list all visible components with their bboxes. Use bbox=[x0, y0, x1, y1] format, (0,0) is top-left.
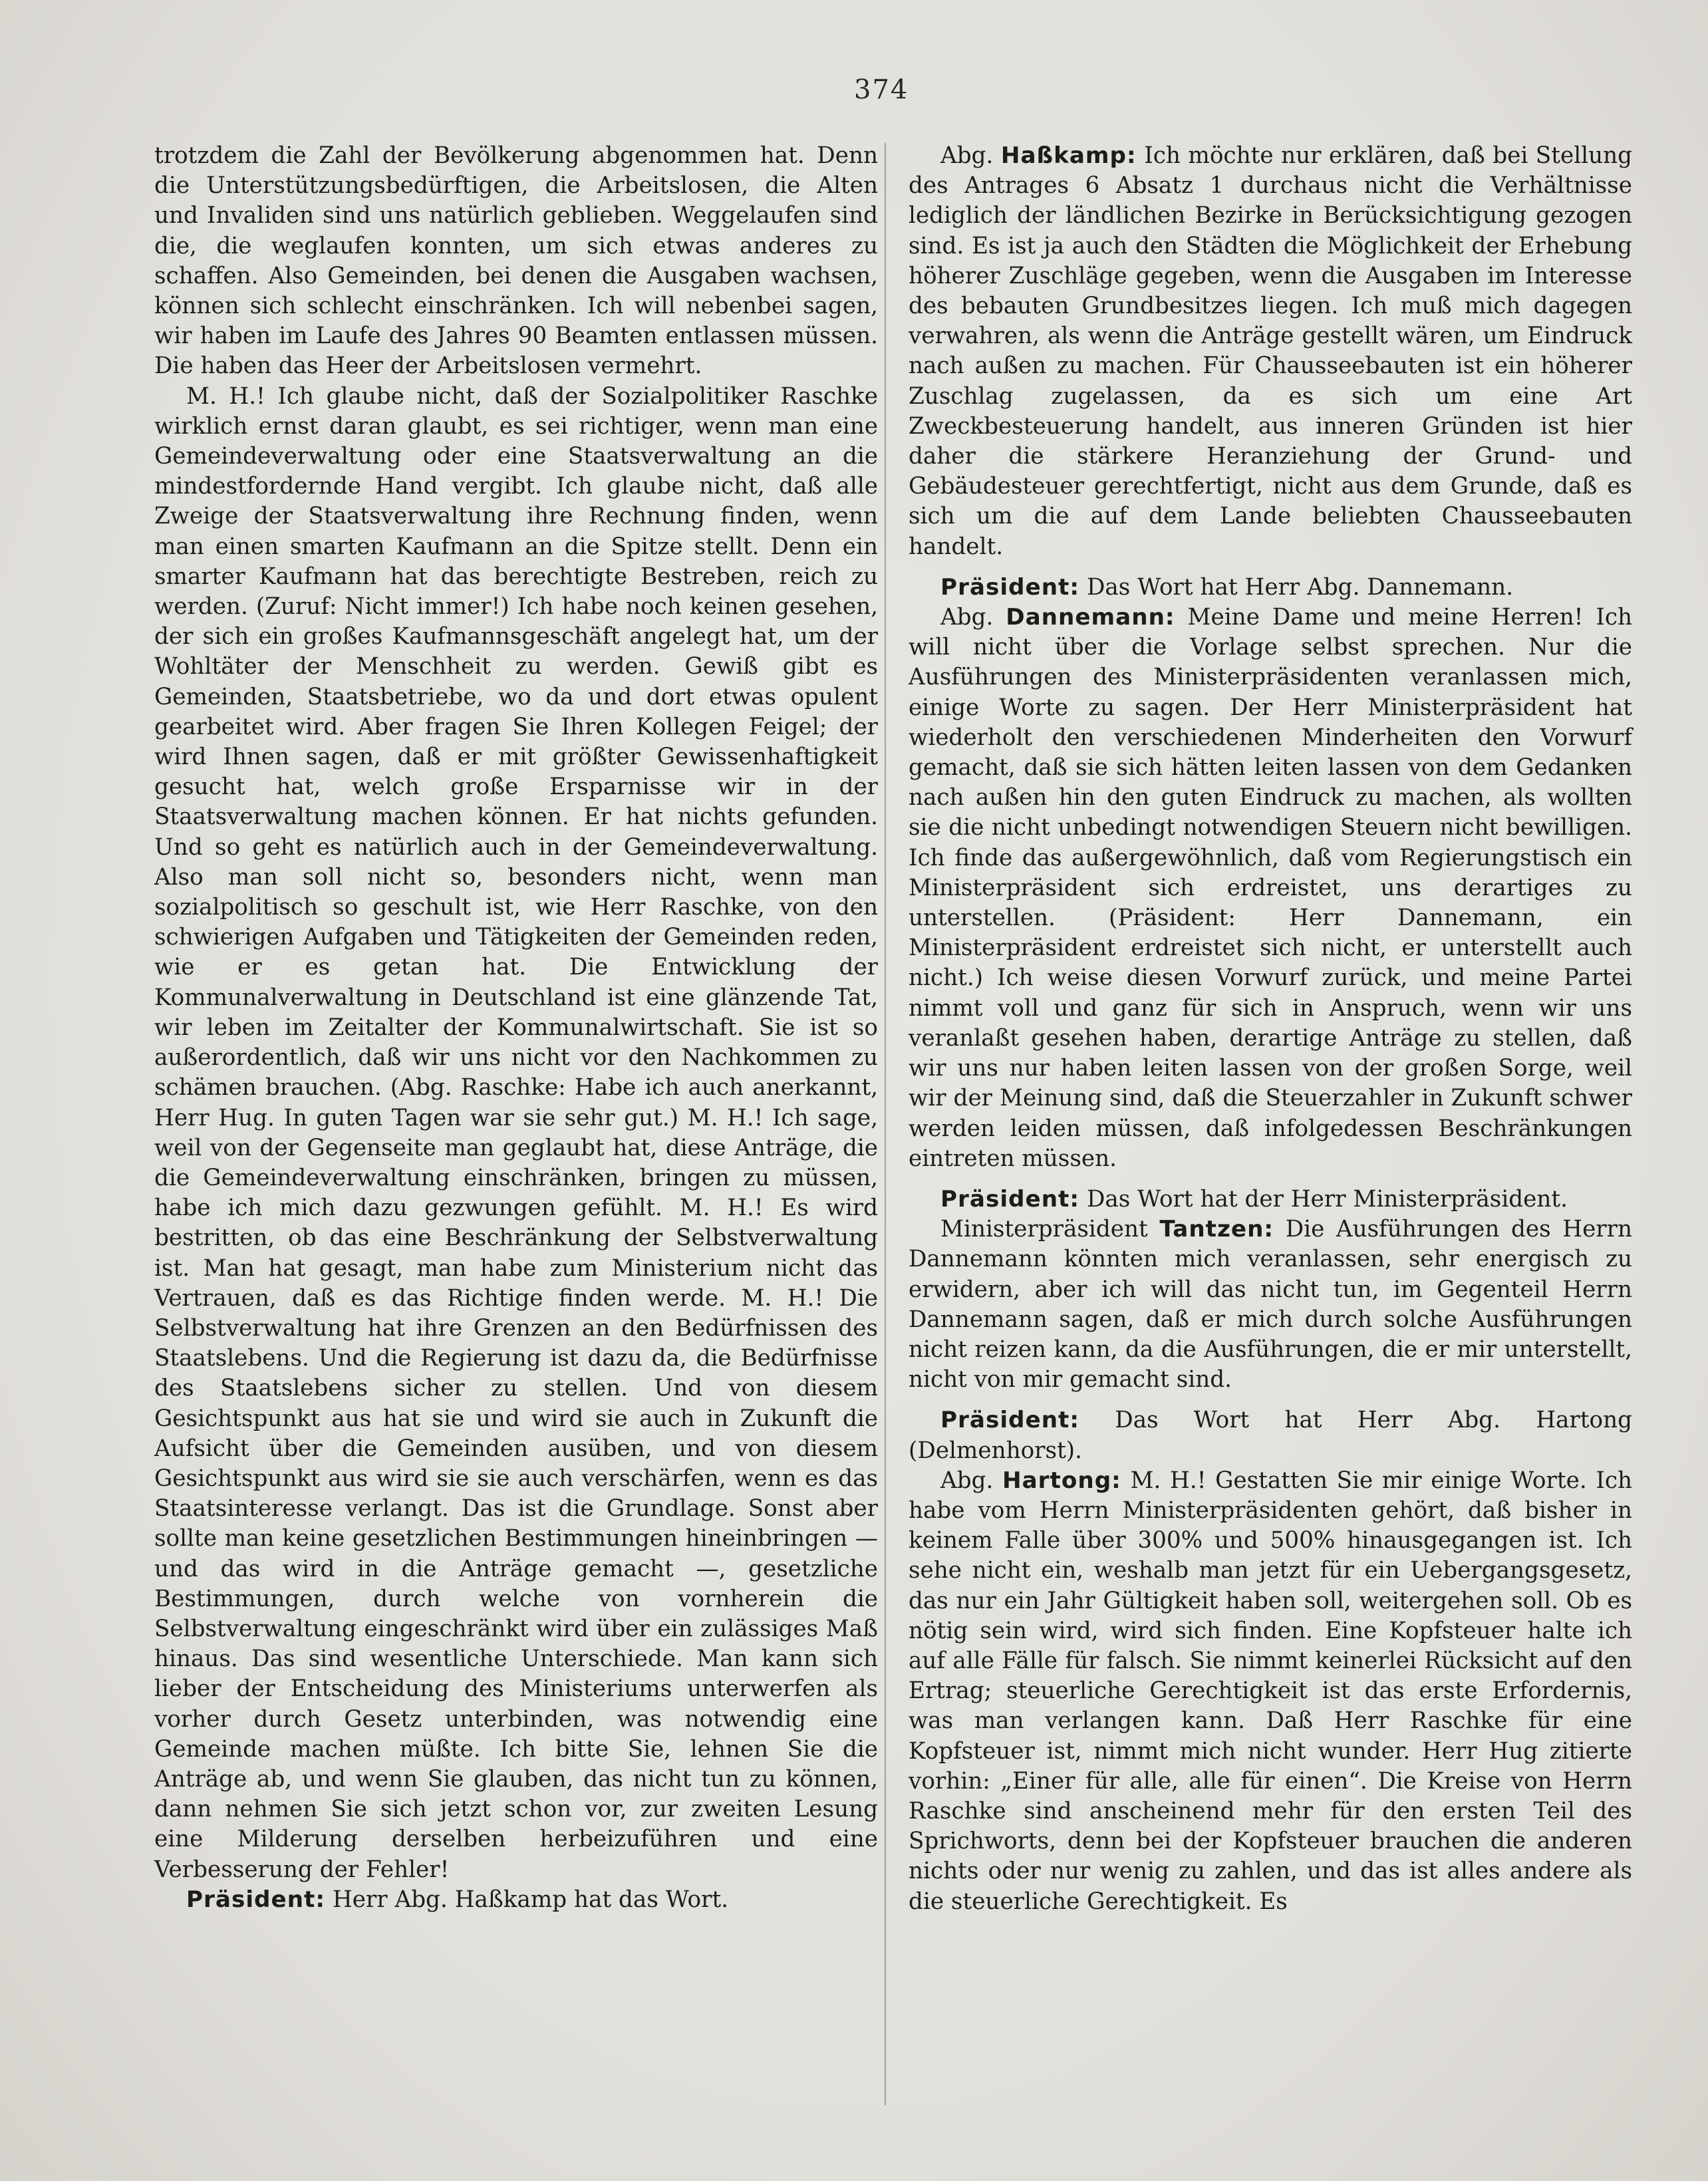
speaker-prefix: Ministerpräsident bbox=[940, 1216, 1148, 1243]
right-paragraph-5 bbox=[909, 1215, 1632, 1395]
speech-text: Ich möchte nur erklären, daß bei Stellung des Antrages 6 Absatz 1 durchaus nicht die Verhältnisse lediglich der ländlichen Bezirke in Berücksichtigung gezogen sind. Es ist ja auch den Städten die Möglichkeit der Erhebung höherer Zuschläge gegeben, wenn die Ausgaben im Interesse des bebauten Grundbesitzes liegen. Ich muß mich dagegen verwahren, als wenn die Anträge gestellt wären, um Eindruck nach außen zu machen. Für Chausseebauten ist ein höherer Zuschlag zugelassen, da es sich um eine Art Zweckbesteuerung handelt, aus inneren Gründen ist hier daher die stärkere Heranziehung der Grund- und Gebäudesteuer gerechtfertigt, nicht aus dem Grunde, daß es sich um die auf dem Lande beliebten Chausseebauten handelt. bbox=[909, 142, 1632, 560]
right-paragraph-3 bbox=[909, 603, 1632, 1174]
speech-text: Die Ausführungen des Herrn Dannemann könnten mich veranlassen, sehr energisch zu erwidern, aber ich will das nicht tun, im Gegenteil Herrn Dannemann sagen, daß er mich durch solche Ausführungen nicht reizen kann, da die Ausführungen, die er mir unterstellt, nicht von mir gemacht sind. bbox=[909, 1216, 1633, 1393]
speaker-tantzen: Tantzen: bbox=[1159, 1216, 1274, 1243]
speech-text: Herr Abg. Haßkamp hat das Wort. bbox=[332, 1886, 729, 1913]
page-number: 374 bbox=[854, 74, 909, 105]
speech-text: M. H.! Gestatten Sie mir einige Worte. Ich habe vom Herrn Ministerpräsidenten gehört, daß bisher in keinem Falle über 300% und 500% hinausgegangen ist. Ich sehe nicht ein, weshalb man jetzt für ein Uebergangsgesetz, das nur ein Jahr Gültigkeit haben soll, weitergehen soll. Ob es nötig sein wird, wird sich finden. Eine Kopfsteuer halte ich auf alle Fälle für falsch. Sie nimmt keinerlei Rücksicht auf den Ertrag; steuerliche Gerechtigkeit ist das erste Erfordernis, was man verlangen kann. Daß Herr Raschke für eine Kopfsteuer ist, nimmt mich nicht wunder. Herr Hug zitierte vorhin: „Einer für alle, alle für einen“. Die Kreise von Herrn Raschke sind anscheinend mehr für den ersten Teil des Sprichworts, denn bei der Kopfsteuer brauchen die anderen nichts oder nur wenig zu zahlen, und das ist alles andere als die steuerliche Gerechtigkeit. Es bbox=[909, 1467, 1632, 1915]
speaker-hasskamp: Haßkamp: bbox=[1000, 142, 1137, 169]
left-paragraph-3 bbox=[154, 1885, 878, 1915]
speaker-praesident: Präsident: bbox=[940, 1407, 1080, 1434]
speaker-prefix: Abg. bbox=[940, 1467, 994, 1494]
speech-text: Meine Dame und meine Herren! Ich will nicht über die Vorlage selbst sprechen. Nur die Ausführungen des Ministerpräsidenten veranlassen mich, einige Worte zu sagen. Der Herr Ministerpräsident hat wiederholt den verschiedenen Minderheiten den Vorwurf gemacht, daß sie sich hätten leiten lassen von dem Gedanken nach außen hin den guten Eindruck zu machen, als wollten sie die nicht unbedingt notwendigen Steuern nicht bewilligen. Ich finde das außergewöhnlich, daß vom Regierungstisch ein Ministerpräsident sich erdreistet, uns derartiges zu unterstellen. (Präsident: Herr Dannemann, ein Ministerpräsident erdreistet sich nicht, er unterstellt auch nicht.) Ich weise diesen Vorwurf zurück, und meine Partei nimmt voll und ganz für sich in Anspruch, wenn wir uns veranlaßt gesehen haben, derartige Anträge zu stellen, daß wir uns nur haben leiten lassen von der großen Sorge, weil wir der Meinung sind, daß die Steuerzahler in Zukunft schwer werden leiden müssen, daß infolgedessen Beschränkungen eintreten müssen. bbox=[909, 604, 1632, 1172]
column-divider bbox=[885, 143, 886, 2105]
speaker-praesident: Präsident: bbox=[940, 1185, 1080, 1213]
speaker-dannemann: Dannemann: bbox=[1006, 604, 1175, 631]
speech-text: Das Wort hat Herr Abg. Dannemann. bbox=[1086, 573, 1514, 601]
speech-text: Das Wort hat der Herr Ministerpräsident. bbox=[1086, 1185, 1568, 1213]
right-paragraph-7 bbox=[909, 1466, 1632, 1917]
right-paragraph-6 bbox=[909, 1405, 1632, 1465]
speaker-prefix: Abg. bbox=[940, 604, 994, 631]
left-paragraph-2: M. H.! Ich glaube nicht, daß der Sozialpolitiker Raschke wirklich ernst daran glaubt, es sei richtiger, wenn man eine Gemeindeverwaltung oder eine Staatsverwaltung an die mindestfordernde Hand vergibt. Ich glaube nicht, daß alle Zweige der Staatsverwaltung ihre Rechnung finden, wenn man einen smarten Kaufmann an die Spitze stellt. Denn ein smarter Kaufmann hat das berechtigte Bestreben, reich zu werden. (Zuruf: Nicht immer!) Ich habe noch keinen gesehen, der sich ein großes Kaufmannsgeschäft angelegt hat, um der Wohltäter der Menschheit zu werden. Gewiß gibt es Gemeinden, Staatsbetriebe, wo da und dort etwas opulent gearbeitet wird. Aber fragen Sie Ihren Kollegen Feigel; der wird Ihnen sagen, daß er mit größter Gewissenhaftigkeit gesucht hat, welch große Ersparnisse wir in der Staatsverwaltung machen können. Er hat nichts gefunden. Und so geht es natürlich auch in der Gemeindeverwaltung. Also man soll nicht so, besonders nicht, wenn man sozialpolitisch so geschult ist, wie Herr Raschke, von den schwierigen Aufgaben und Tätigkeiten der Gemeinden reden, wie er es getan hat. Die Entwicklung der Kommunalverwaltung in Deutschland ist eine glänzende Tat, wir leben im Zeitalter der Kommunalwirtschaft. Sie ist so außerordentlich, daß wir uns nicht vor den Nachkommen zu schämen brauchen. (Abg. Raschke: Habe ich auch anerkannt, Herr Hug. In guten Tagen war sie sehr gut.) M. H.! Ich sage, weil von der Gegenseite man geglaubt hat, diese Anträge, die die Gemeindeverwaltung einschränken, bringen zu müssen, habe ich mich dazu gezwungen gefühlt. M. H.! Es wird bestritten, ob das eine Beschränkung der Selbstverwaltung ist. Man hat gesagt, man habe zum Ministerium nicht das Vertrauen, daß es das Richtige finden werde. M. H.! Die Selbstverwaltung hat ihre Grenzen an den Bedürfnissen des Staatslebens. Und die Regierung ist dazu da, die Bedürfnisse des Staatslebens sicher zu stellen. Und von diesem Gesichtspunkt aus hat sie und wird sie auch in Zukunft die Aufsicht über die Gemeinden ausüben, und von diesem Gesichtspunkt aus wird sie sie auch verschärfen, wenn es das Staatsinteresse verlangt. Das ist die Grundlage. Sonst aber sollte man keine gesetzlichen Bestimmungen hineinbringen — und das wird in die Anträge gemacht —, gesetzliche Bestimmungen, durch welche von vornherein die Selbstverwaltung eingeschränkt wird über ein zulässiges Maß hinaus. Das sind wesentliche Unterschiede. Man kann sich lieber der Entscheidung des Ministeriums unterwerfen als vorher durch Gesetz unterbinden, was notwendig eine Gemeinde machen müßte. Ich bitte Sie, lehnen Sie die Anträge ab, und wenn Sie glauben, das nicht tun zu können, dann nehmen Sie sich jetzt schon vor, zur zweiten Lesung eine Milderung derselben herbeizuführen und eine Verbesserung der Fehler! bbox=[154, 382, 878, 1883]
right-paragraph-2 bbox=[909, 573, 1632, 603]
left-column bbox=[154, 141, 878, 1915]
right-column bbox=[909, 141, 1632, 1917]
speaker-prefix: Abg. bbox=[940, 142, 994, 169]
right-paragraph-4 bbox=[909, 1185, 1632, 1215]
speech-text: Das Wort hat Herr Abg. Hartong (Delmenhorst). bbox=[909, 1407, 1632, 1464]
right-paragraph-1 bbox=[909, 141, 1632, 562]
speaker-praesident: Präsident: bbox=[940, 573, 1080, 601]
speaker-hartong: Hartong: bbox=[1002, 1467, 1121, 1494]
left-paragraph-1: trotzdem die Zahl der Bevölkerung abgenommen hat. Denn die Unterstützungsbedürftigen, die Arbeitslosen, die Alten und Invaliden sind uns natürlich geblieben. Weggelaufen sind die, die weglaufen konnten, um sich etwas anderes zu schaffen. Also Gemeinden, bei denen die Ausgaben wachsen, können sich schlecht einschränken. Ich will nebenbei sagen, wir haben im Laufe des Jahres 90 Beamten entlassen müssen. Die haben das Heer der Arbeitslosen vermehrt. bbox=[154, 142, 878, 380]
speaker-praesident: Präsident: bbox=[186, 1886, 326, 1913]
